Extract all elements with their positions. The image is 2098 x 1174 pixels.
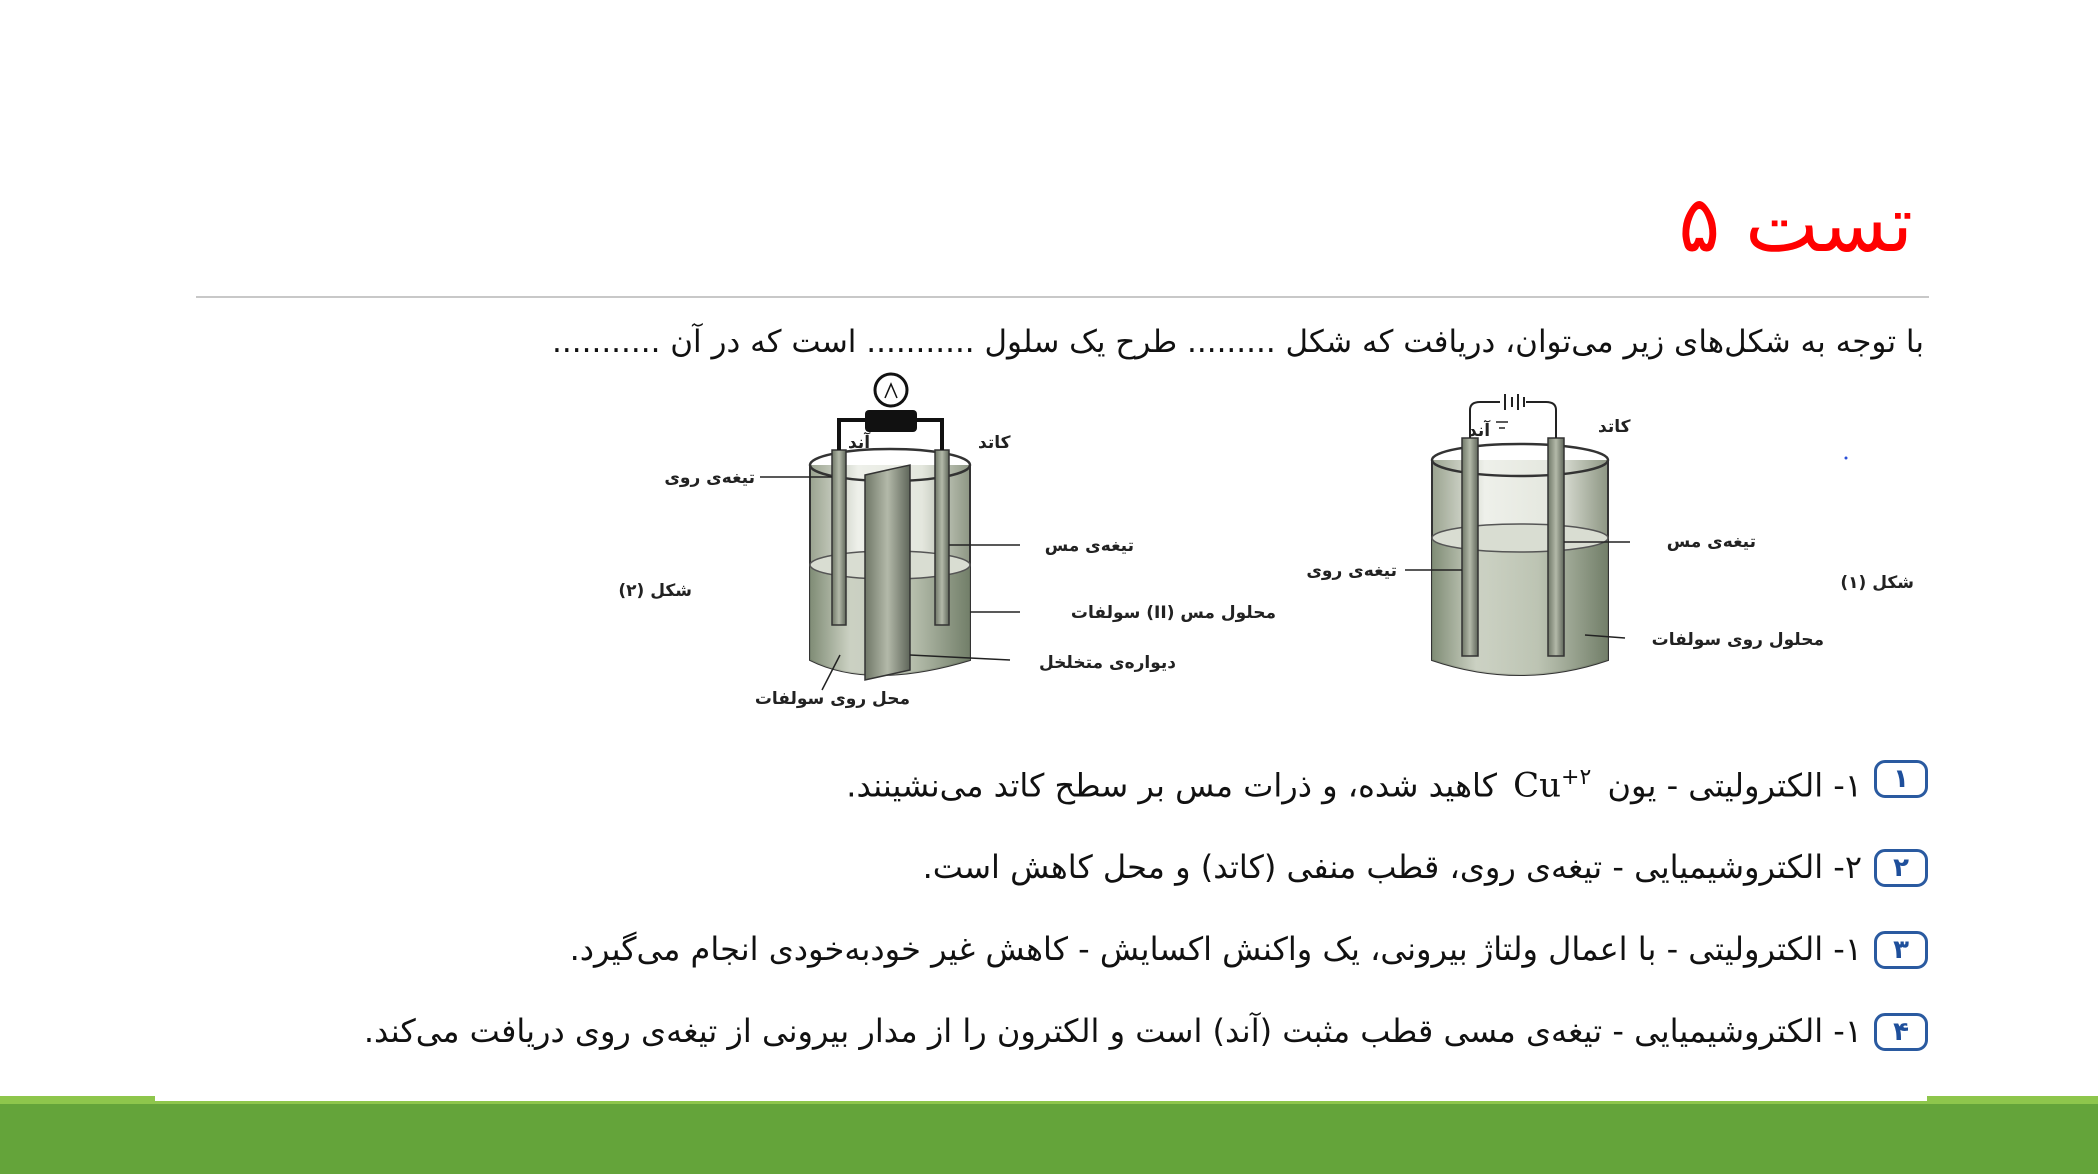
- option-text-part: کاهید شده، و ذرات مس بر سطح کاتد می‌نشینند.: [846, 766, 1497, 805]
- option-text: [208, 752, 1862, 811]
- fig1-zinc-plate-label: تیغه‌ی روی: [1306, 561, 1397, 581]
- fig1-anode-label: آند: [1468, 421, 1491, 441]
- fig2-caption: شکل (۲): [618, 581, 692, 601]
- formula-base: Cu: [1513, 765, 1562, 806]
- option-text: ۱- الکترولیتی - با اعمال ولتاژ بیرونی، یک واکنش اکسایش - کاهش غیر خودبه‌خودی انجام می‌گیرد.: [569, 930, 1862, 969]
- question-text: با توجه به شکل‌های زیر می‌توان، دریافت که شکل ......... طرح یک سلول ........... است که در آن ...........: [552, 324, 1924, 360]
- title-divider: [196, 296, 1929, 298]
- option-number-badge[interactable]: ۱: [1874, 760, 1928, 798]
- figure-2-cell: [760, 374, 1020, 690]
- fig1-solution-label: محلول روی سولفات: [1651, 630, 1824, 650]
- option-3[interactable]: [208, 923, 1928, 975]
- fig1-caption: شکل (۱): [1840, 573, 1914, 593]
- cu-ion-formula: [1513, 752, 1591, 811]
- option-4[interactable]: [208, 1005, 1928, 1057]
- option-text: ۱- الکتروشیمیایی - تیغه‌ی مسی قطب مثبت (آند) است و الکترون را از مدار بیرونی از تیغه‌ی روی دریافت می‌کند.: [363, 1012, 1862, 1051]
- fig1-cathode-label: کاتد: [1598, 417, 1631, 437]
- cells-figure: [600, 370, 1922, 722]
- option-1[interactable]: [208, 752, 1928, 811]
- option-2[interactable]: [208, 841, 1928, 893]
- fig1-copper-plate-label: تیغه‌ی مس: [1666, 532, 1756, 552]
- slide-title: تست ۵: [1678, 180, 1913, 270]
- option-number-badge[interactable]: ۳: [1874, 931, 1928, 969]
- footer-bar: [0, 1104, 2098, 1174]
- option-text: ۲- الکتروشیمیایی - تیغه‌ی روی، قطب منفی (کاتد) و محل کاهش است.: [922, 848, 1862, 887]
- option-number-badge[interactable]: ۴: [1874, 1013, 1928, 1051]
- option-text-part: ۱- الکترولیتی - یون: [1607, 766, 1862, 805]
- option-number-badge[interactable]: ۲: [1874, 849, 1928, 887]
- fig2-zinc-plate-label: تیغه‌ی روی: [664, 468, 755, 488]
- options-list: [208, 752, 1928, 1087]
- formula-charge: +۲: [1561, 765, 1592, 790]
- footer-notch: [155, 1096, 1927, 1101]
- fig2-zinc-solution-label: محل روی سولفات: [754, 689, 910, 709]
- fig2-anode-label: آند: [848, 433, 871, 453]
- fig2-cathode-label: کاتد: [978, 433, 1011, 453]
- fig2-copper-plate-label: تیغه‌ی مس: [1044, 536, 1134, 556]
- fig2-porous-wall-label: دیواره‌ی متخلخل: [1039, 653, 1176, 673]
- fig2-copper-solution-label: محلول مس (II) سولفات: [1070, 603, 1276, 623]
